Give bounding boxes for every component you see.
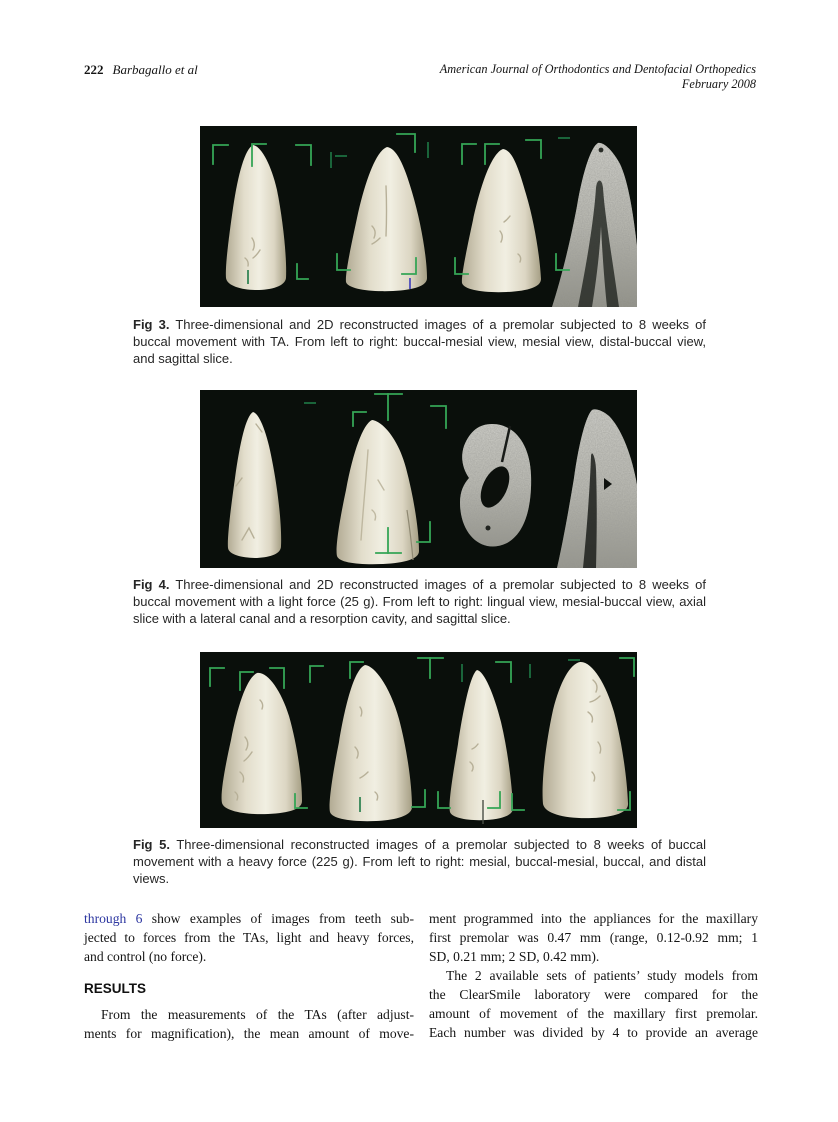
running-authors: Barbagallo et al <box>112 62 198 77</box>
body-column-right <box>429 909 758 1042</box>
fig3-caption-lines: buccal movement with TA. From left to right: buccal-mesial view, mesial view, distal-buccal view, and sagittal slice. <box>133 333 706 366</box>
results-paragraph-2 <box>429 966 758 1042</box>
results-heading: RESULTS <box>84 981 147 996</box>
body-text-lines: jected to forces from the TAs, light and heavy forces, and control (no force). <box>84 930 414 964</box>
journal-issue: February 2008 <box>681 76 756 91</box>
axial-slice-image <box>460 424 531 546</box>
running-header-left <box>84 62 198 78</box>
running-header-right <box>440 62 756 91</box>
body-text-lines: The 2 available sets of patients’ study models from the ClearSmile laboratory were compared for the amount of movement of the maxillary first premolar. Each number was divided by 4 to provide an average <box>429 968 758 1040</box>
results-paragraph-1-continued <box>429 909 758 966</box>
fig5-caption <box>133 837 706 887</box>
fig3-label: Fig 3. <box>133 317 170 332</box>
fig5-label: Fig 5. <box>133 837 170 852</box>
fig3-image <box>200 126 637 307</box>
body-text: show examples of images from teeth sub- <box>142 911 415 926</box>
fig5-caption-lines: movement with a heavy force (225 g). From left to right: mesial, buccal-mesial, buccal, and distal views. <box>133 853 706 886</box>
body-text-lines: ment programmed into the appliances for the maxillary first premolar was 0.47 mm (range, 0.12-0.92 mm; 1 SD, 0.21 mm; 2 SD, 0.42 mm). <box>429 911 758 964</box>
fig3-caption <box>133 317 706 367</box>
fig5-caption-text: Three-dimensional reconstructed images of a premolar subjected to 8 weeks of buccal <box>169 837 706 852</box>
fig4-image <box>200 390 637 568</box>
body-text-lines: From the measurements of the TAs (after adjust- ments for magnification), the mean amount of move- <box>84 1007 414 1041</box>
page-number: 222 <box>84 62 104 77</box>
journal-title: American Journal of Orthodontics and Dentofacial Orthopedics <box>439 62 756 76</box>
fig4-caption-text: Three-dimensional and 2D reconstructed images of a premolar subjected to 8 weeks of <box>169 577 707 592</box>
fig3-caption-text: Three-dimensional and 2D reconstructed images of a premolar subjected to 8 weeks of <box>169 317 707 332</box>
results-paragraph-1 <box>84 1005 414 1043</box>
body-paragraph-continuation <box>84 909 414 966</box>
fig5-image <box>200 652 637 828</box>
resorption-cavity <box>486 526 491 531</box>
fig4-caption-lines: buccal movement with a light force (25 g). From left to right: lingual view, mesial-buccal view, axial slice with a lateral canal and a resorption cavity, and sagittal slice. <box>133 593 706 626</box>
figure-xref-link[interactable]: through 6 <box>84 911 143 926</box>
body-column-left <box>84 909 414 1043</box>
fig4-caption <box>133 577 706 627</box>
fig4-label: Fig 4. <box>133 577 170 592</box>
